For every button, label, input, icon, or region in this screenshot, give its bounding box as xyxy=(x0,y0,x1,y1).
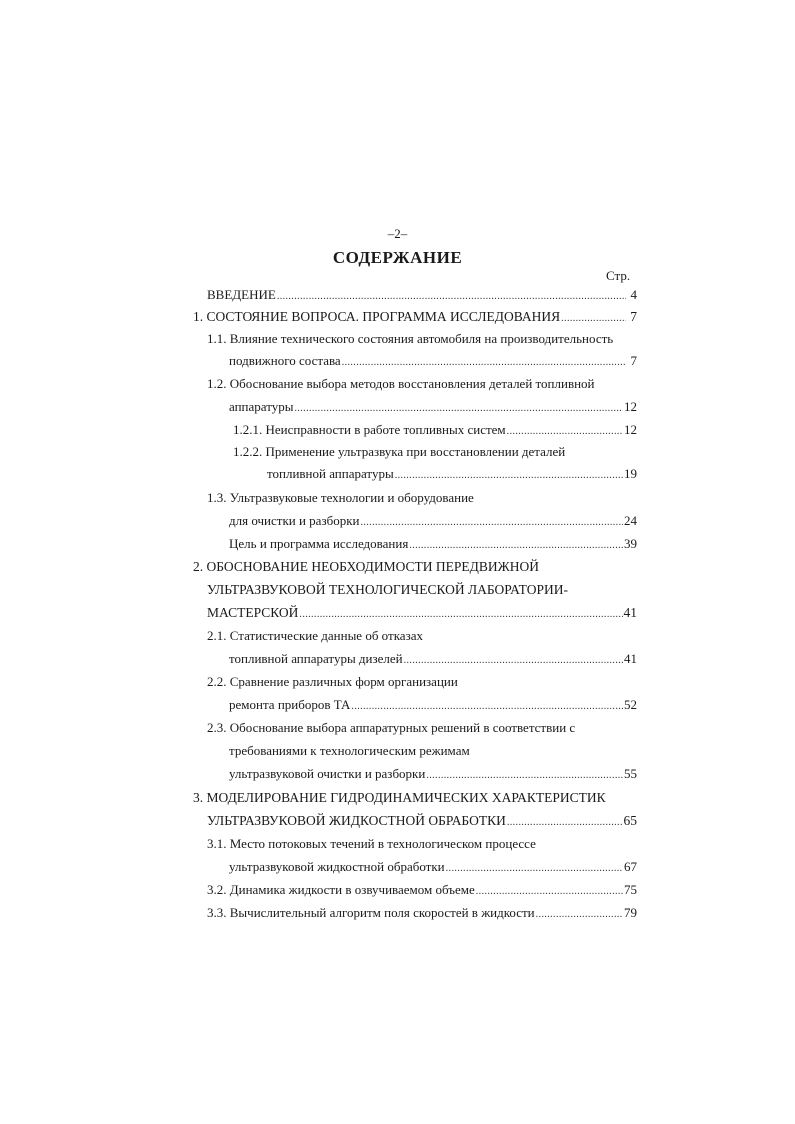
toc-entry-2-2-cont xyxy=(229,695,637,715)
toc-entry-2-1-cont xyxy=(229,649,637,669)
toc-title: СОДЕРЖАНИЕ xyxy=(332,248,463,267)
toc-entry-2-3: 2.3. Обоснование выбора аппаратурных решений в соответствии с xyxy=(207,720,576,735)
leader-dots xyxy=(446,859,623,879)
leader-dots xyxy=(507,813,623,833)
toc-entry-text: топливной аппаратуры дизелей xyxy=(229,651,403,666)
toc-entry-chapter-3-cont xyxy=(207,811,637,831)
toc-entry-chapter-1 xyxy=(193,307,637,327)
toc-entry-1-2: 1.2. Обоснование выбора методов восстановления деталей топливной xyxy=(207,376,595,391)
toc-entry-page: 41 xyxy=(623,605,637,620)
toc-entry-page: 19 xyxy=(624,466,637,481)
leader-dots xyxy=(351,697,623,717)
toc-entry-3-3 xyxy=(207,903,637,923)
toc-entry-3-1-cont xyxy=(229,857,637,877)
toc-entry-1-1: 1.1. Влияние технического состояния автомобиля на производительность xyxy=(207,331,614,346)
toc-entry-page: 52 xyxy=(624,697,637,712)
toc-entry-chapter-2-cont: УЛЬТРАЗВУКОВОЙ ТЕХНОЛОГИЧЕСКОЙ ЛАБОРАТОРИИ- xyxy=(207,582,568,597)
toc-entry-text: ультразвуковой жидкостной обработки xyxy=(229,859,445,874)
toc-entry-1-2-1 xyxy=(233,420,637,440)
toc-entry-chapter-2-end xyxy=(207,603,637,623)
toc-entry-2-2: 2.2. Сравнение различных форм организации xyxy=(207,674,458,689)
toc-entry-text: аппаратуры xyxy=(229,399,294,414)
toc-entry-text: Цель и программа исследования xyxy=(229,536,409,551)
toc-entry-text: УЛЬТРАЗВУКОВОЙ ЖИДКОСТНОЙ ОБРАБОТКИ xyxy=(207,813,506,828)
toc-entry-text: 3.3. Вычислительный алгоритм поля скоростей в жидкости xyxy=(207,905,535,920)
toc-entry-page: 79 xyxy=(624,905,637,920)
toc-entry-2-3-end xyxy=(229,764,637,784)
toc-entry-2-3-cont: требованиями к технологическим режимам xyxy=(229,743,470,758)
toc-entry-1-2-cont xyxy=(229,397,637,417)
toc-entry-2-1: 2.1. Статистические данные об отказах xyxy=(207,628,423,643)
toc-entry-page: 65 xyxy=(623,813,637,828)
toc-entry-chapter-2: 2. ОБОСНОВАНИЕ НЕОБХОДИМОСТИ ПЕРЕДВИЖНОЙ xyxy=(193,559,539,574)
leader-dots xyxy=(409,536,623,556)
page-number: –2– xyxy=(387,226,408,241)
toc-entry-introduction xyxy=(207,285,637,305)
toc-entry-page: 12 xyxy=(624,422,637,437)
toc-entry-text: 3.2. Динамика жидкости в озвучиваемом объеме xyxy=(207,882,475,897)
leader-dots xyxy=(299,605,622,625)
toc-entry-text: ВВЕДЕНИЕ xyxy=(207,287,276,302)
toc-entry-text: топливной аппаратуры xyxy=(267,466,394,481)
leader-dots xyxy=(561,309,626,329)
toc-entry-1-3: 1.3. Ультразвуковые технологии и оборудование xyxy=(207,490,474,505)
toc-entry-text: ультразвуковой очистки и разборки xyxy=(229,766,426,781)
toc-entry-page: 7 xyxy=(630,353,637,368)
toc-entry-text: 1. СОСТОЯНИЕ ВОПРОСА. ПРОГРАММА ИССЛЕДОВАНИЯ xyxy=(193,309,561,324)
toc-entry-page: 4 xyxy=(630,287,637,302)
toc-entry-text: ремонта приборов ТА xyxy=(229,697,351,712)
leader-dots xyxy=(294,399,623,419)
toc-entry-text: 1.2.1. Неисправности в работе топливных систем xyxy=(233,422,506,437)
leader-dots xyxy=(426,766,623,786)
leader-dots xyxy=(507,422,623,442)
toc-entry-page: 39 xyxy=(624,536,637,551)
leader-dots xyxy=(395,466,623,486)
toc-entry-1-1-cont xyxy=(229,351,637,371)
toc-entry-1-3-cont xyxy=(229,511,637,531)
leader-dots xyxy=(476,882,623,902)
toc-entry-text: подвижного состава xyxy=(229,353,341,368)
toc-entry-page: 7 xyxy=(630,309,637,324)
toc-entry-1-2-2: 1.2.2. Применение ультразвука при восстановлении деталей xyxy=(233,444,566,459)
toc-entry-3-2 xyxy=(207,880,637,900)
toc-entry-text: для очистки и разборки xyxy=(229,513,360,528)
toc-entry-3-1: 3.1. Место потоковых течений в технологическом процессе xyxy=(207,836,536,851)
leader-dots xyxy=(536,905,623,925)
toc-entry-page: 67 xyxy=(624,859,637,874)
toc-entry-1-2-2-cont xyxy=(267,464,637,484)
toc-entry-page: 55 xyxy=(624,766,637,781)
pages-column-header: Стр. xyxy=(606,268,631,283)
toc-entry-goal xyxy=(229,534,637,554)
toc-entry-page: 41 xyxy=(624,651,637,666)
toc-entry-text: МАСТЕРСКОЙ xyxy=(207,605,299,620)
leader-dots xyxy=(342,353,626,373)
toc-entry-chapter-3: 3. МОДЕЛИРОВАНИЕ ГИДРОДИНАМИЧЕСКИХ ХАРАКТЕРИСТИК xyxy=(193,790,606,805)
leader-dots xyxy=(360,513,623,533)
toc-entry-page: 24 xyxy=(624,513,637,528)
leader-dots xyxy=(404,651,623,671)
toc-entry-page: 75 xyxy=(624,882,637,897)
leader-dots xyxy=(277,287,626,307)
toc-entry-page: 12 xyxy=(624,399,637,414)
